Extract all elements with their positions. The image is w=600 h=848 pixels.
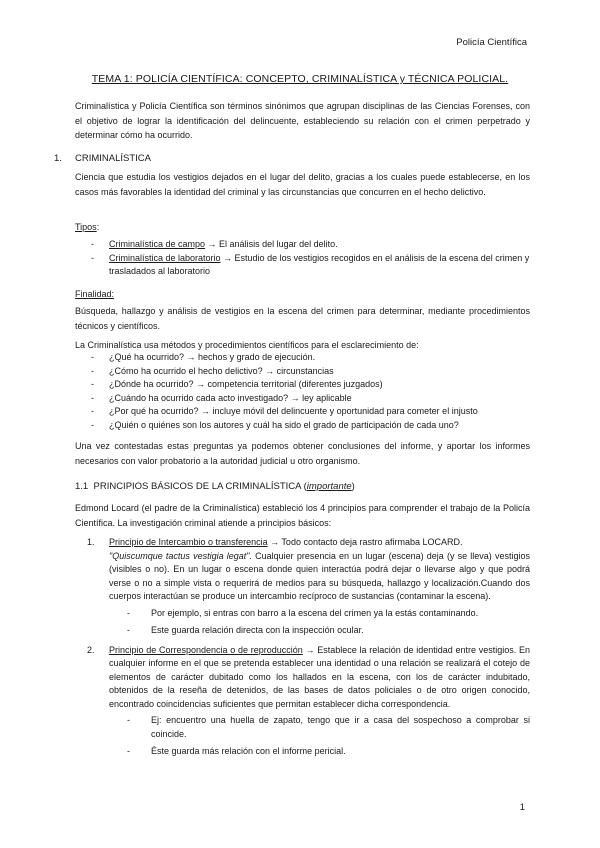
sub-item: - Éste guarda más relación con el informe pericial. (109, 745, 530, 763)
list-item: - ¿Por qué ha ocurrido? → incluye móvil del delincuente y oportunidad para cometer el injusto (75, 405, 530, 419)
tipos-list (75, 238, 530, 279)
section-1-definition: Ciencia que estudia los vestigios dejados en el lugar del delito, gracias a los cuales puede establecerse, en los casos más favorables la identidad del criminal y las circunstancias que concurren en el hecho delictivo. (75, 172, 530, 197)
list-item: - ¿Qué ha ocurrido? → hechos y grado de ejecución. (75, 351, 530, 365)
intro-paragraph: Criminalística y Policía Científica son términos sinónimos que agrupan disciplinas de las Ciencias Forenses, con el objetivo de lograr la identificación del delincuente, estableciendo su relación con el crimen perpetrado y determinar cómo ha ocurrido. (75, 101, 530, 140)
principio-term: Principio de Correspondencia o de reproducción (109, 644, 303, 655)
principio-sublist (109, 607, 530, 642)
metodos-intro: La Criminalística usa métodos y procedimientos científicos para el esclarecimiento de: (75, 340, 419, 350)
principio-number: 1. (87, 537, 95, 547)
principio-item (75, 644, 530, 763)
section-1-1-intro: Edmond Locard (el padre de la Criminalística) estableció los 4 principios para comprender el trabajo de la Policía Científica. La investigación criminal atiende a principios básicos: (75, 503, 530, 528)
page-number: 1 (519, 802, 525, 813)
section-1-1-heading (75, 481, 355, 492)
tipo-term: Criminalística de laboratorio (109, 252, 221, 263)
principio-body: En cualquier informe en el que se pretenda establecer una identidad o una relación se realizará el cotejo de elementos de carácter dubitado como los hallados en la escena, con los de carácter indubitado, obtenidos de la reseña de detenidos, de las bases de datos policiales o de otro origen conocido, encontrado coincidencias suficientes que permitan establecer dicha correspondencia. (109, 644, 531, 709)
sub-item: - Por ejemplo, si entras con barro a la escena del crimen ya la estás contaminando. (109, 607, 530, 625)
list-item (75, 238, 530, 252)
tipos-colon: : (96, 222, 100, 232)
page-title: TEMA 1: POLICÍA CIENTÍFICA: CONCEPTO, CRIMINALÍSTICA y TÉCNICA POLICIAL. (91, 73, 509, 85)
principio-quote: "Quiscumque tactus vestigia legat". (109, 550, 252, 561)
list-item: - ¿Quién o quiénes son los autores y cuál ha sido el grado de participación de cada uno? (75, 419, 530, 433)
list-item: - ¿Cuándo ha ocurrido cada acto investigado? → ley aplicable (75, 392, 530, 406)
page-header: Policía Científica (456, 37, 527, 48)
tipo-desc: → Estudio de los vestigios recogidos en el análisis de la escena del crimen y trasladados al laboratorio (109, 252, 530, 276)
tipos-heading (75, 222, 99, 232)
preguntas-list (75, 351, 530, 432)
finalidad-heading: Finalidad: (75, 289, 115, 299)
list-item (75, 252, 530, 279)
tipo-desc: → El análisis del lugar del delito. (205, 239, 338, 249)
section-1-1-close: ) (351, 481, 355, 492)
conclusion-paragraph: Una vez contestadas estas preguntas ya podemos obtener conclusiones del informe, y aportar los informes necesarios con valor probatorio a la autoridad judicial u otro organismo. (75, 441, 530, 466)
list-item: - ¿Cómo ha ocurrido el hecho delictivo? → circunstancias (75, 365, 530, 379)
section-1-1-title: PRINCIPIOS BÁSICOS DE LA CRIMINALÍSTICA ( (93, 481, 307, 492)
section-1-1-number: 1.1 (75, 481, 89, 492)
section-1-1-emphasis: importante (306, 481, 352, 492)
principio-lead: → Establece la relación de identidad entre vestigios. (302, 644, 517, 655)
list-item: - ¿Dónde ha ocurrido? → competencia territorial (diferentes juzgados) (75, 378, 530, 392)
sub-item: - Ej: encuentro una huella de zapato, tengo que ir a casa del sospechoso a comprobar si coincide. (109, 714, 530, 745)
tipo-term: Criminalística de campo (109, 239, 206, 249)
tipos-label: Tipos (75, 222, 97, 232)
principio-body: Cualquier presencia en un lugar (escena) deja (y se lleva) vestigios (visibles o no). En un lugar o escena donde quien interactúa podrá dejar o llevarse algo y que podrá verse o no a simple vista o requerirá de medios para su búsqueda, hallazgo y localización.Cuando dos cuerpos interactúan se produce un intercambio recíproco de sustancias (contaminar la escena). (109, 550, 530, 601)
principio-lead: → Todo contacto deja rastro afirmaba LOCARD. (267, 537, 463, 547)
section-1-number: 1. (54, 153, 62, 164)
principio-sublist (109, 714, 530, 763)
section-1-heading: CRIMINALÍSTICA (75, 153, 152, 164)
principio-item (75, 536, 530, 642)
principio-number: 2. (87, 644, 95, 655)
finalidad-paragraph: Búsqueda, hallazgo y análisis de vestigios en la escena del crimen para determinar, mediante procedimientos técnicos y científicos. (75, 306, 530, 331)
sub-item: - Este guarda relación directa con la inspección ocular. (109, 624, 530, 642)
principios-list (75, 536, 530, 763)
principio-term: Principio de Intercambio o transferencia (109, 537, 268, 547)
